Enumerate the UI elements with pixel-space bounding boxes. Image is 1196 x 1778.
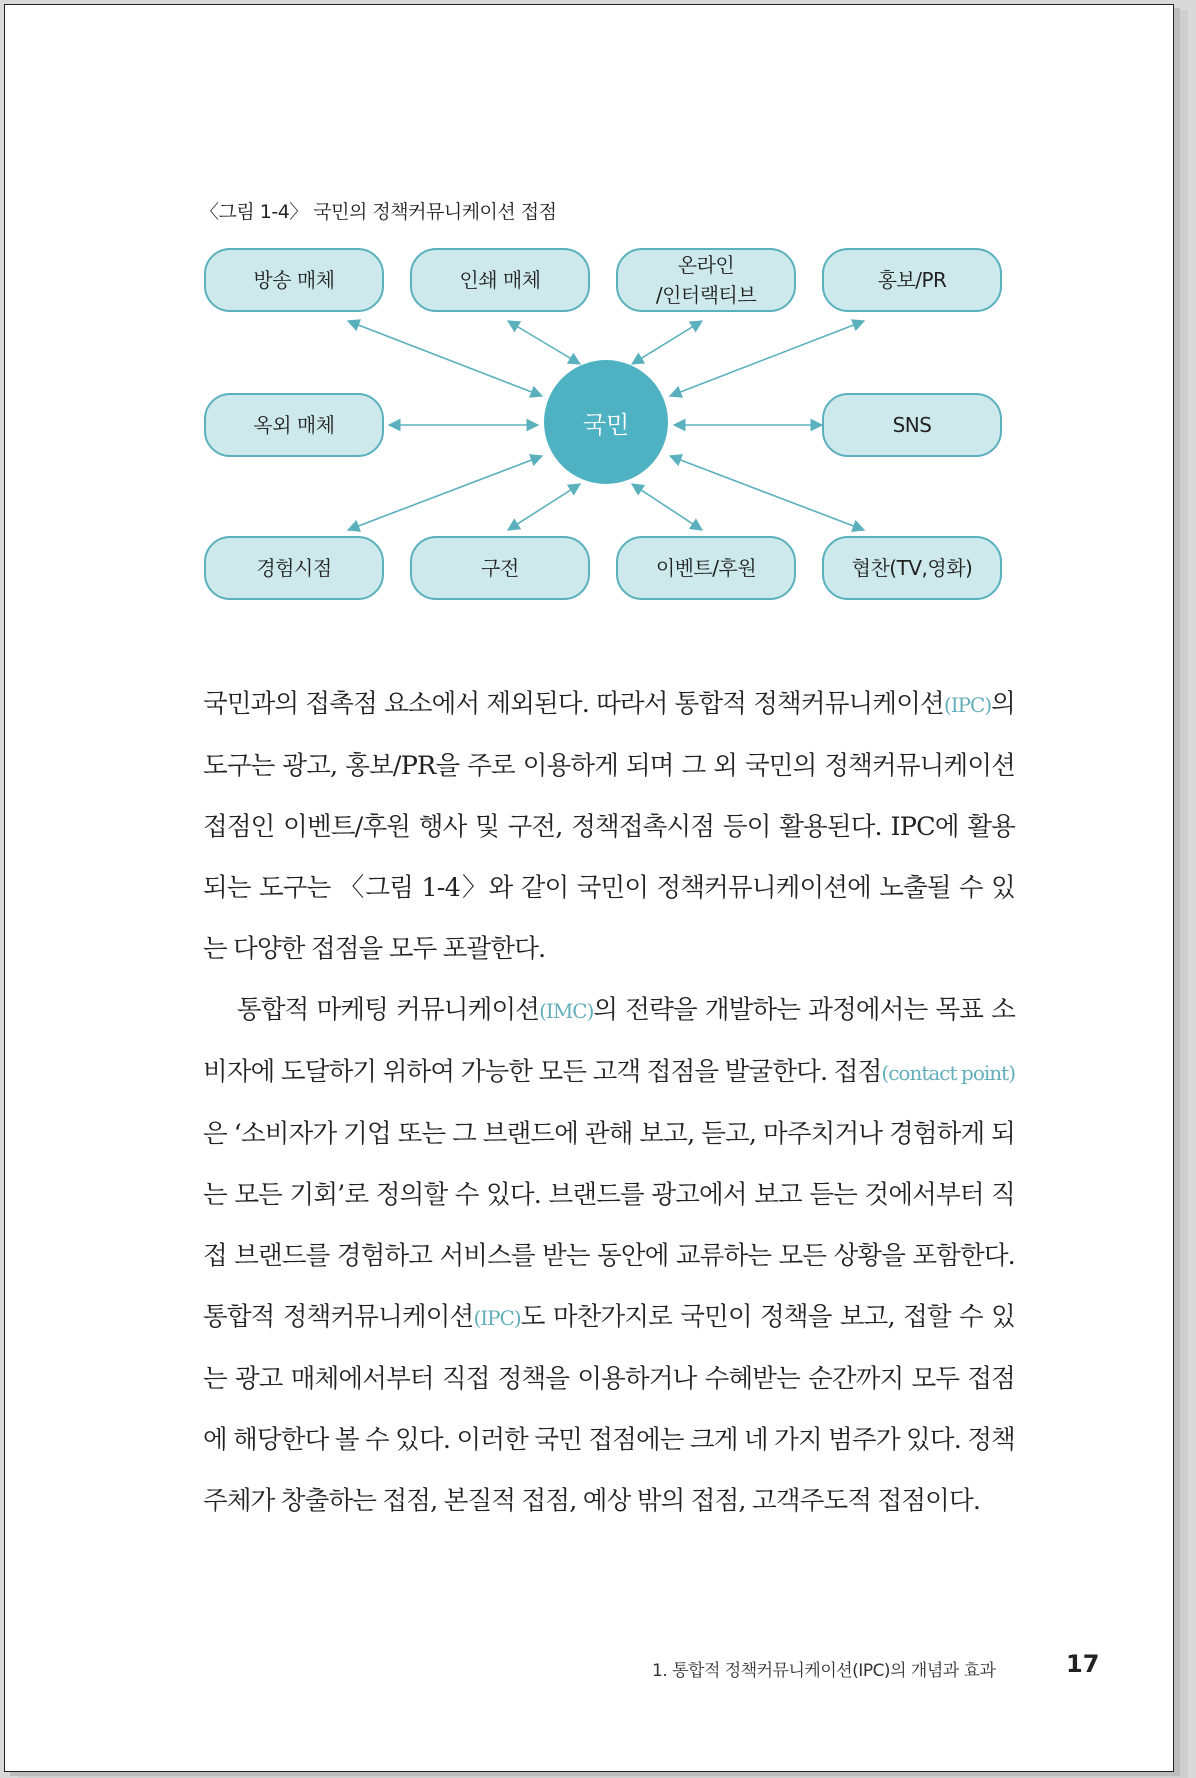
node-label: SNS: [892, 413, 932, 437]
text-run: 의 도구는 광고, 홍보/PR을 주로 이용하게 되며 그 외 국민의 정책커뮤니케이션 접점인 이벤트/후원 행사 및 구전, 정책접촉시점 등이 활용된다. IPC에 활용되는 도구는 〈그림 1-4〉와 같이 국민이 정책커뮤니케이션에 노출될 수 있는 다양한 접점을 모두 포괄한다.: [203, 689, 1015, 964]
node-pr: [822, 248, 1002, 312]
node-label: 경험시점: [256, 556, 332, 580]
node-label-line1: 온라인: [677, 253, 735, 277]
gloss-ipc: (IPC): [943, 693, 992, 717]
node-label-line2: /인터랙티브: [655, 283, 757, 307]
node-citizen-hub: 국민: [544, 360, 668, 484]
arrow-online: [632, 321, 702, 364]
gloss-imc: (IMC): [539, 999, 594, 1023]
arrow-sponsor: [670, 456, 864, 530]
node-label: 구전: [481, 556, 519, 580]
node-product-placement: [822, 536, 1002, 600]
node-label: 협찬(TV,영화): [851, 556, 973, 580]
gloss-contact-point: (contact point): [881, 1061, 1015, 1085]
node-print-media: [410, 248, 590, 312]
node-label: 방송 매체: [253, 268, 335, 292]
node-label: 홍보/PR: [877, 268, 947, 292]
node-event-sponsorship: [616, 536, 796, 600]
paragraph-2: [203, 980, 1015, 1532]
arrow-pr: [670, 321, 864, 396]
arrow-broadcast: [348, 321, 542, 396]
figure-caption: 〈그림 1-4〉 국민의 정책커뮤니케이션 접점: [200, 201, 557, 223]
arrow-print: [508, 321, 580, 364]
text-run: 국민과의 접촉점 요소에서 제외된다. 따라서 통합적 정책커뮤니케이션: [203, 689, 944, 719]
node-label: 인쇄 매체: [459, 268, 541, 292]
node-label: 옥외 매체: [253, 413, 335, 437]
text-run: 도 마찬가지로 국민이 정책을 보고, 접할 수 있는 광고 매체에서부터 직접 정책을 이용하거나 수혜받는 순간까지 모두 접점에 해당한다 볼 수 있다. 이러한 국민 접점에는 크게 네 가지 범주가 있다. 정책 주체가 창출하는 접점, 본질적 접점, 예상 밖의 접점, 고객주도적 접점이다.: [203, 1302, 1015, 1516]
node-experience-point: [204, 536, 384, 600]
body-text: [203, 674, 1015, 1532]
node-broadcast-media: [204, 248, 384, 312]
text-run: 통합적 마케팅 커뮤니케이션: [237, 995, 540, 1025]
paragraph-1: [203, 674, 1015, 980]
node-sns: [822, 393, 1002, 457]
page-number: 17: [1066, 1650, 1100, 1678]
gloss-ipc: (IPC): [473, 1306, 521, 1330]
text-run: 의 전략을 개발하는 과정에서는 목표 소비자에 도달하기 위하여 가능한 모든 고객 접점을 발굴한다. 접점: [203, 995, 1016, 1087]
running-footer-title: 1. 통합적 정책커뮤니케이션(IPC)의 개념과 효과: [652, 1661, 996, 1681]
node-label: 이벤트/후원: [655, 556, 757, 580]
node-outdoor-media: [204, 393, 384, 457]
arrow-experience: [348, 456, 542, 530]
arrow-wom: [508, 484, 580, 530]
arrow-event: [632, 484, 702, 530]
node-word-of-mouth: [410, 536, 590, 600]
text-run: 은 ‘소비자가 기업 또는 그 브랜드에 관해 보고, 듣고, 마주치거나 경험하게 되는 모든 기회’로 정의할 수 있다. 브랜드를 광고에서 보고 듣는 것에서부터 직접 브랜드를 경험하고 서비스를 받는 동안에 교류하는 모든 상황을 포함한다. 통합적 정책커뮤니케이션: [203, 1119, 1015, 1332]
node-online-interactive: [616, 248, 796, 312]
